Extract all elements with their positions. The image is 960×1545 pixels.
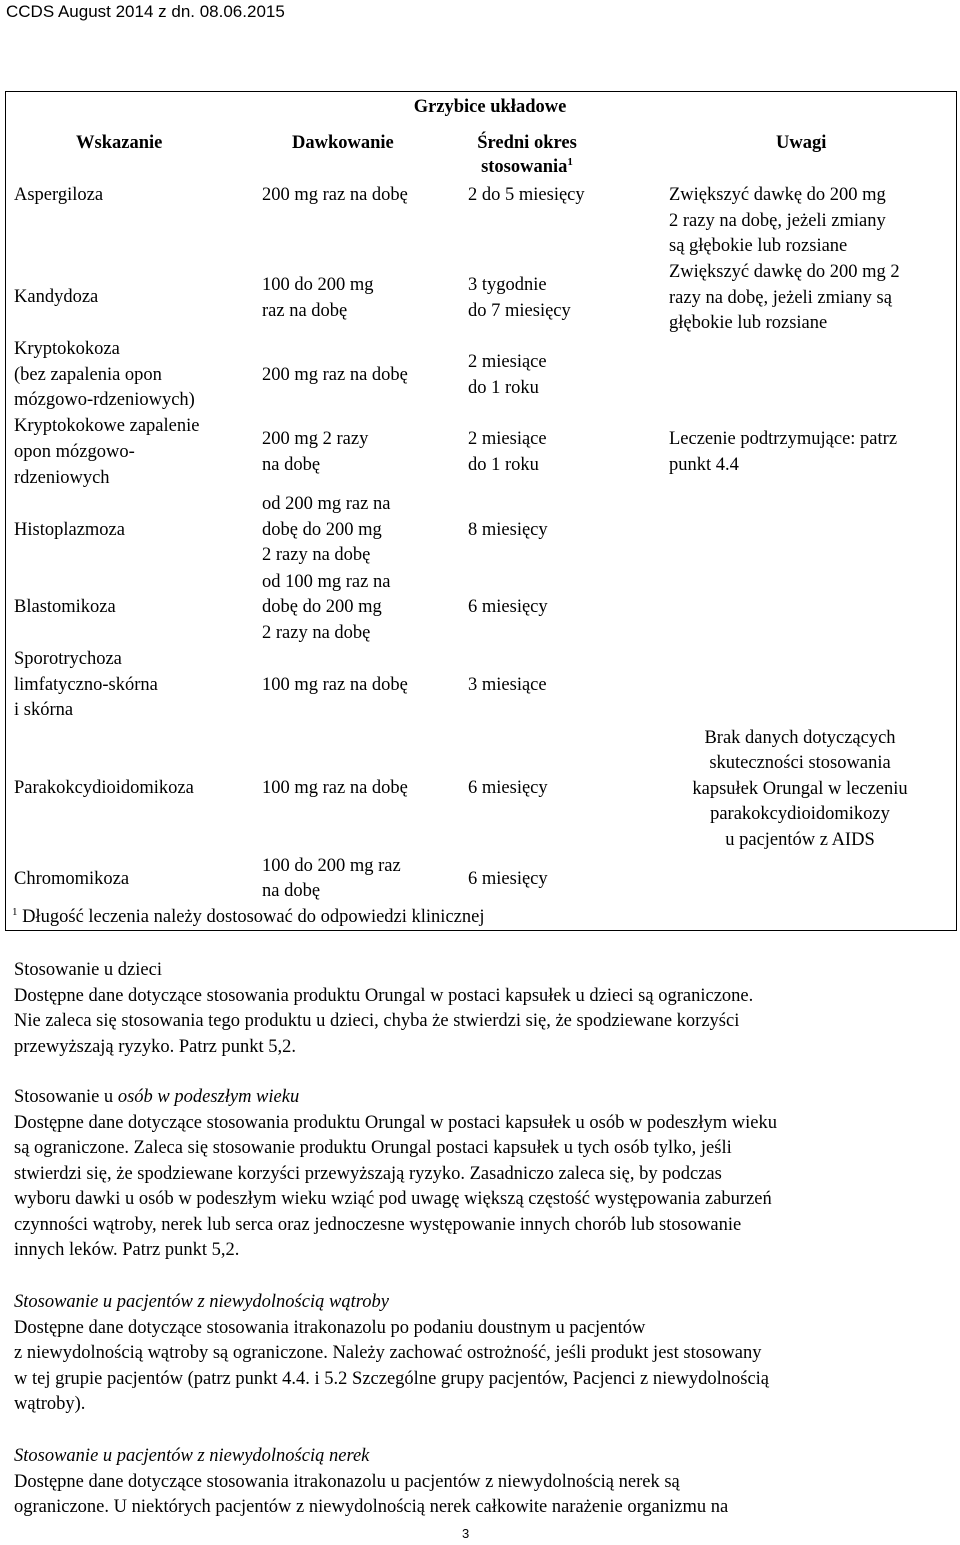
row-kandydoza-note: Zwiększyć dawkę do 200 mg 2	[669, 262, 900, 282]
table-footnote: $^1$ Długość leczenia należy dostosować do odpowiedzi klinicznej	[12, 905, 485, 927]
row-aspergiloza-note: 2 razy na dobę, jeżeli zmiany	[669, 211, 886, 231]
paragraph-line: Dostępne dane dotyczące stosowania produktu Orungal w postaci kapsułek u dzieci są ograniczone.	[14, 985, 754, 1006]
row-parakokcydioidomikoza-dose: 100 mg raz na dobę	[262, 778, 408, 798]
row-parakokcydioidomikoza-duration: 6 miesięcy	[468, 778, 548, 798]
column-header-okres: Średni okres	[477, 133, 577, 153]
paragraph-line: wątroby).	[14, 1394, 86, 1414]
paragraph-line: Nie zaleca się stosowania tego produktu u dzieci, chyba że stwierdzi się, że spodziewane korzyści	[14, 1011, 740, 1031]
row-histoplazmoza-dose: dobę do 200 mg	[262, 520, 382, 540]
row-kryptokokowe-zapalenie-dose: 200 mg 2 razy	[262, 429, 369, 449]
row-kandydoza-note: głębokie lub rozsiane	[669, 313, 828, 333]
column-header-wskazanie: Wskazanie	[76, 133, 163, 153]
row-parakokcydioidomikoza-note: skuteczności stosowania	[709, 753, 891, 773]
paragraph-line: Dostępne dane dotyczące stosowania itrakonazolu u pacjentów z niewydolnością nerek są	[14, 1471, 680, 1492]
row-kryptokokowe-zapalenie-note: Leczenie podtrzymujące: patrz	[669, 429, 898, 449]
row-histoplazmoza-dose: od 200 mg raz na	[262, 494, 391, 514]
row-kryptokokoza-name: Kryptokokoza	[14, 339, 120, 359]
row-parakokcydioidomikoza-note: Brak danych dotyczących	[704, 728, 896, 748]
row-kryptokokowe-zapalenie-duration: do 1 roku	[468, 455, 539, 475]
row-kryptokokoza-duration: do 1 roku	[468, 378, 539, 398]
row-kryptokokoza-name: mózgowo-rdzeniowych)	[14, 390, 195, 410]
paragraph-line: Dostępne dane dotyczące stosowania produktu Orungal w postaci kapsułek u osób w podeszłym wieku	[14, 1112, 777, 1133]
section-heading: Stosowanie u pacjentów z niewydolnością wątroby	[14, 1292, 389, 1312]
row-kandydoza-dose: raz na dobę	[262, 301, 348, 321]
row-sporotrychoza-name: i skórna	[14, 700, 74, 720]
row-kryptokokowe-zapalenie-name: rdzeniowych	[14, 468, 110, 488]
row-blastomikoza-duration: 6 miesięcy	[468, 597, 548, 617]
column-header-dawkowanie: Dawkowanie	[292, 133, 394, 153]
row-sporotrychoza-dose: 100 mg raz na dobę	[262, 675, 408, 695]
row-kandydoza-dose: 100 do 200 mg	[262, 275, 374, 295]
section-elderly	[14, 1085, 944, 1264]
row-kandydoza-name: Kandydoza	[14, 287, 99, 307]
row-blastomikoza-dose: od 100 mg raz na	[262, 572, 391, 592]
paragraph-line: innych leków. Patrz punkt 5,2.	[14, 1240, 240, 1260]
paragraph-line: są ograniczone. Zaleca się stosowanie produktu Orungal postaci kapsułek u tych osób tylko, jeśli	[14, 1138, 732, 1158]
row-sporotrychoza-name: Sporotrychoza	[14, 649, 122, 669]
row-blastomikoza-dose: dobę do 200 mg	[262, 597, 382, 617]
paragraph-line: przewyższają ryzyko. Patrz punkt 5,2.	[14, 1036, 297, 1057]
section-children	[14, 958, 944, 1060]
row-sporotrychoza-name: limfatyczno-skórna	[14, 675, 158, 695]
row-kryptokokowe-zapalenie-note: punkt 4.4	[669, 455, 739, 475]
row-kryptokokowe-zapalenie-name: opon mózgowo-	[14, 442, 135, 462]
section-heading: Stosowanie u dzieci	[14, 960, 162, 980]
row-aspergiloza-name: Aspergiloza	[14, 185, 104, 205]
row-aspergiloza-dose: 200 mg raz na dobę	[262, 185, 408, 205]
row-histoplazmoza-dose: 2 razy na dobę	[262, 545, 371, 565]
paragraph-line: w tej grupie pacjentów (patrz punkt 4.4. i 5.2 Szczególne grupy pacjentów, Pacjenci z niewydolnością	[14, 1368, 770, 1389]
row-parakokcydioidomikoza-name: Parakokcydioidomikoza	[14, 778, 194, 798]
row-kryptokokowe-zapalenie-duration: 2 miesiące	[468, 429, 547, 449]
column-header-uwagi: Uwagi	[776, 133, 827, 153]
footnote-mark: 1	[12, 905, 18, 918]
row-aspergiloza-duration: 2 do 5 miesięcy	[468, 185, 585, 205]
row-parakokcydioidomikoza-note: kapsułek Orungal w leczeniu	[692, 779, 908, 799]
row-aspergiloza-note: Zwiększyć dawkę do 200 mg	[669, 185, 886, 205]
paragraph-line: Dostępne dane dotyczące stosowania itrakonazolu po podaniu doustnym u pacjentów	[14, 1317, 646, 1338]
table-title: Grzybice układowe	[413, 97, 567, 117]
section-heading: Stosowanie u osób w podeszłym wieku	[14, 1087, 300, 1107]
paragraph-line: stwierdzi się, że spodziewane korzyści przewyższają ryzyko. Zasadniczo zaleca się, by podczas	[14, 1163, 722, 1184]
row-kryptokokoza-duration: 2 miesiące	[468, 352, 547, 372]
row-aspergiloza-note: są głębokie lub rozsiane	[669, 236, 848, 256]
paragraph-line: ograniczone. U niektórych pacjentów z niewydolnością nerek całkowite narażenie organizmu na	[14, 1497, 729, 1517]
row-sporotrychoza-duration: 3 miesiące	[468, 675, 547, 695]
column-header-okres-line2: stosowania$^1$	[481, 155, 573, 177]
row-blastomikoza-name: Blastomikoza	[14, 597, 116, 617]
row-kryptokokowe-zapalenie-name: Kryptokokowe zapalenie	[14, 416, 200, 436]
row-kryptokokoza-dose: 200 mg raz na dobę	[262, 365, 408, 385]
row-histoplazmoza-duration: 8 miesięcy	[468, 520, 548, 540]
row-kandydoza-note: razy na dobę, jeżeli zmiany są	[669, 288, 892, 308]
row-chromomikoza-dose: 100 do 200 mg raz	[262, 856, 401, 876]
paragraph-line: czynności wątroby, nerek lub serca oraz jednoczesne występowanie innych chorób lub stosowanie	[14, 1214, 742, 1235]
paragraph-line: wyboru dawki u osób w podeszłym wieku wziąć pod uwagę większą częstość występowania zaburzeń	[14, 1189, 772, 1209]
row-parakokcydioidomikoza-note: u pacjentów z AIDS	[725, 830, 875, 850]
row-kandydoza-duration: do 7 miesięcy	[468, 301, 571, 321]
row-kandydoza-duration: 3 tygodnie	[468, 275, 547, 295]
section-heading: Stosowanie u pacjentów z niewydolnością nerek	[14, 1446, 370, 1466]
page-number: 3	[462, 1526, 470, 1541]
section-hepatic	[14, 1290, 944, 1418]
row-chromomikoza-duration: 6 miesięcy	[468, 869, 548, 889]
row-blastomikoza-dose: 2 razy na dobę	[262, 623, 371, 643]
document-header: CCDS August 2014 z dn. 08.06.2015	[6, 2, 285, 21]
section-renal	[14, 1444, 944, 1521]
row-chromomikoza-dose: na dobę	[262, 881, 321, 901]
paragraph-line: z niewydolnością wątroby są ograniczone. Należy zachować ostrożność, jeśli produkt jest stosowany	[14, 1343, 762, 1363]
row-parakokcydioidomikoza-note: parakokcydioidomikozy	[710, 804, 890, 824]
row-chromomikoza-name: Chromomikoza	[14, 869, 130, 889]
row-kryptokokowe-zapalenie-dose: na dobę	[262, 455, 321, 475]
row-histoplazmoza-name: Histoplazmoza	[14, 520, 125, 540]
row-kryptokokoza-name: (bez zapalenia opon	[14, 365, 162, 385]
